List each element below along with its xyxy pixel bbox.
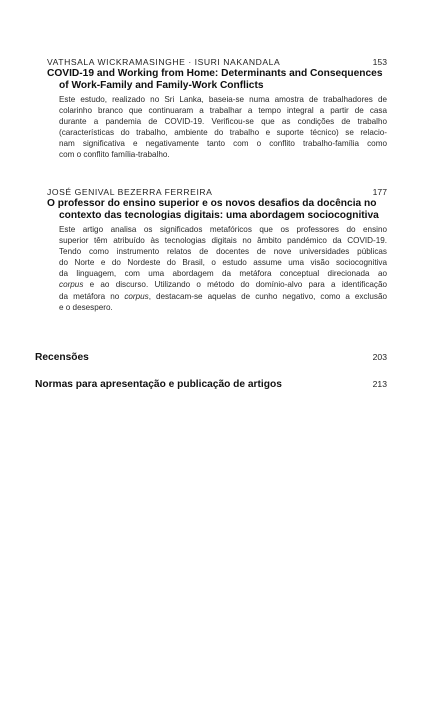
abstract-line: do Norte e do Nordeste do Brasil, o estudo assume uma visão sociocognitiva	[59, 258, 387, 268]
abstract-line: corpus e ao discurso. Utilizando o método do domínio-alvo para a identificação	[59, 280, 387, 290]
abstract-line: durante a pandemia de COVID-19. Verificou-se que as condições de trabalho	[59, 117, 387, 127]
article-header	[47, 187, 387, 197]
abstract-line: com o conflito família-trabalho.	[59, 150, 170, 160]
article-page-number: 177	[372, 187, 387, 197]
article-title-line: contexto das tecnologias digitais: uma abordagem sociocognitiva	[59, 210, 379, 221]
section-title: Recensões	[35, 352, 89, 363]
abstract-line: da linguagem, com uma abordagem da metáfora conceptual direcionada ao	[59, 269, 387, 279]
article-title-line: of Work-Family and Family-Work Conflicts	[59, 80, 264, 91]
article-entry-2	[47, 187, 387, 313]
section-entry-guidelines	[35, 379, 387, 390]
abstract-line: e o desespero.	[59, 302, 113, 312]
section-title: Normas para apresentação e publicação de artigos	[35, 379, 282, 390]
article-authors: VATHSALA WICKRAMASINGHE · ISURI NAKANDALA	[47, 57, 281, 67]
section-page-number: 203	[372, 352, 387, 362]
abstract-line: superior têm atribuído às tecnologias digitais no âmbito pandémico da COVID-19.	[59, 236, 387, 246]
article-title-line: COVID-19 and Working from Home: Determinants and Consequences	[47, 68, 383, 79]
article-authors: JOSÉ GENIVAL BEZERRA FERREIRA	[47, 187, 213, 197]
abstract-line: Este artigo analisa os significados metafóricos que os professores do ensino	[59, 225, 387, 234]
article-header	[47, 57, 387, 67]
section-entry-reviews	[35, 352, 387, 363]
article-entry-1	[47, 57, 387, 161]
abstract-line: da metáfora no corpus, destacam-se aquelas de cunho negativo, como a exclusão	[59, 291, 387, 301]
abstract-line: nam significativa e negativamente tanto com o conflito trabalho-família como	[59, 139, 387, 149]
abstract-line: Este estudo, realizado no Sri Lanka, baseia-se numa amostra de trabalhadores de	[59, 95, 387, 104]
abstract-line: colarinho branco que continuaram a trabalhar a tempo integral a partir de casa	[59, 106, 387, 116]
section-page-number: 213	[372, 379, 387, 389]
abstract-line: (características do trabalho, ambiente do trabalho e suporte técnico) se relacio-	[59, 128, 387, 138]
article-title-line: O professor do ensino superior e os novos desafios da docência no	[47, 198, 377, 209]
article-abstract	[47, 94, 387, 161]
article-title	[47, 198, 387, 222]
article-page-number: 153	[372, 57, 387, 67]
article-title	[47, 68, 387, 92]
abstract-line: Tendo como instrumento relatos de docentes de nove universidades públicas	[59, 247, 387, 257]
article-abstract	[47, 224, 387, 313]
